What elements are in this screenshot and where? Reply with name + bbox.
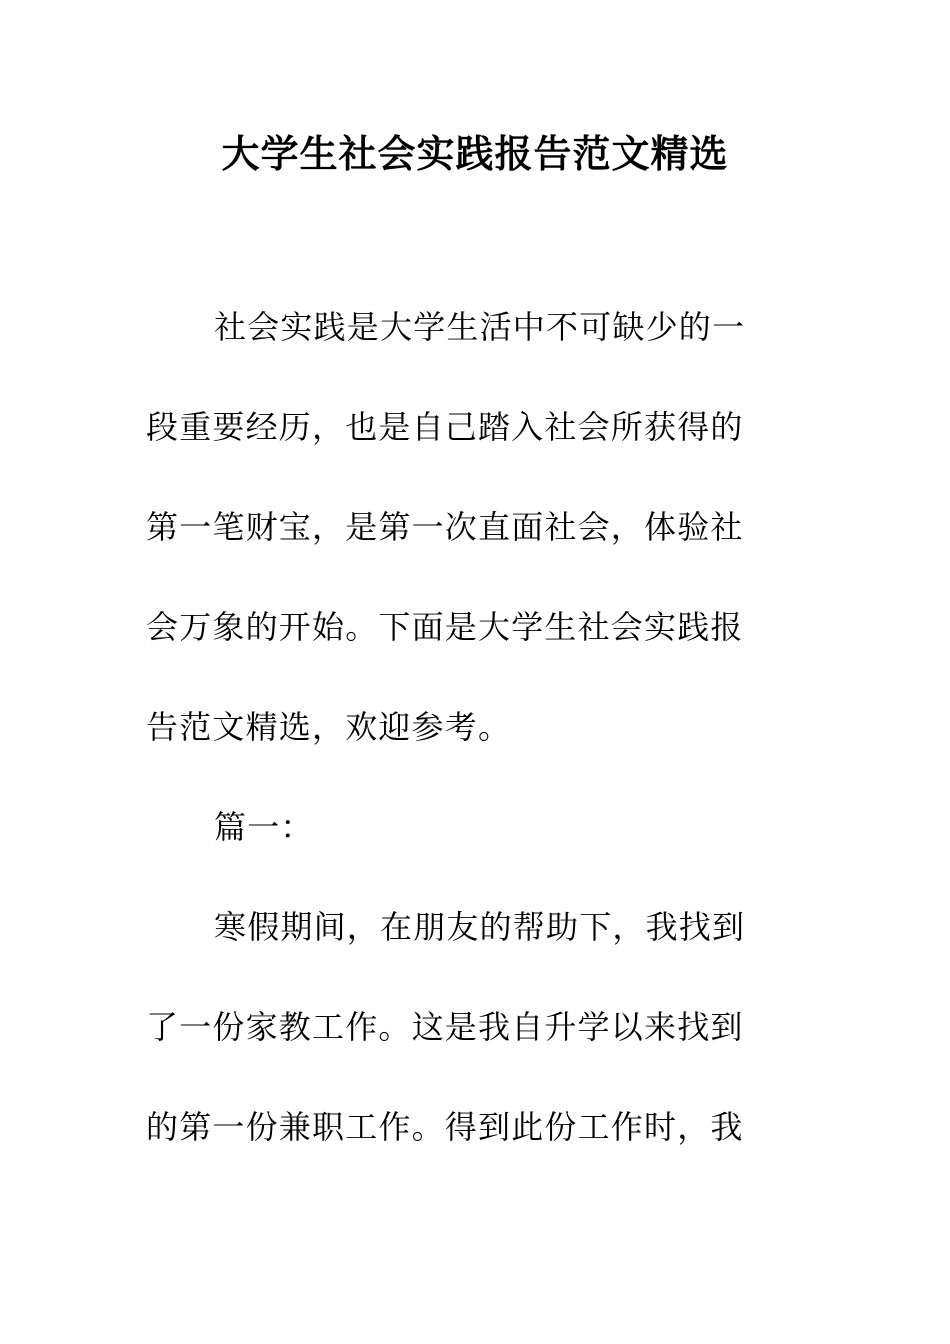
body-line: 段重要经历，也是自己踏入社会所获得的 bbox=[146, 408, 744, 446]
body-line: 会万象的开始。下面是大学生社会实践报 bbox=[146, 608, 744, 646]
body-line: 寒假期间，在朋友的帮助下，我找到 bbox=[214, 908, 746, 946]
document-body bbox=[146, 298, 786, 1198]
section-heading: 篇一： bbox=[214, 808, 314, 846]
body-line: 告范文精选，欢迎参考。 bbox=[146, 708, 512, 746]
body-line: 社会实践是大学生活中不可缺少的一 bbox=[214, 308, 746, 346]
body-line: 第一笔财宝，是第一次直面社会，体验社 bbox=[146, 508, 744, 546]
body-line: 的第一份兼职工作。得到此份工作时，我 bbox=[146, 1108, 744, 1146]
document-title: 大学生社会实践报告范文精选 bbox=[221, 131, 729, 176]
body-line: 了一份家教工作。这是我自升学以来找到 bbox=[146, 1008, 744, 1046]
